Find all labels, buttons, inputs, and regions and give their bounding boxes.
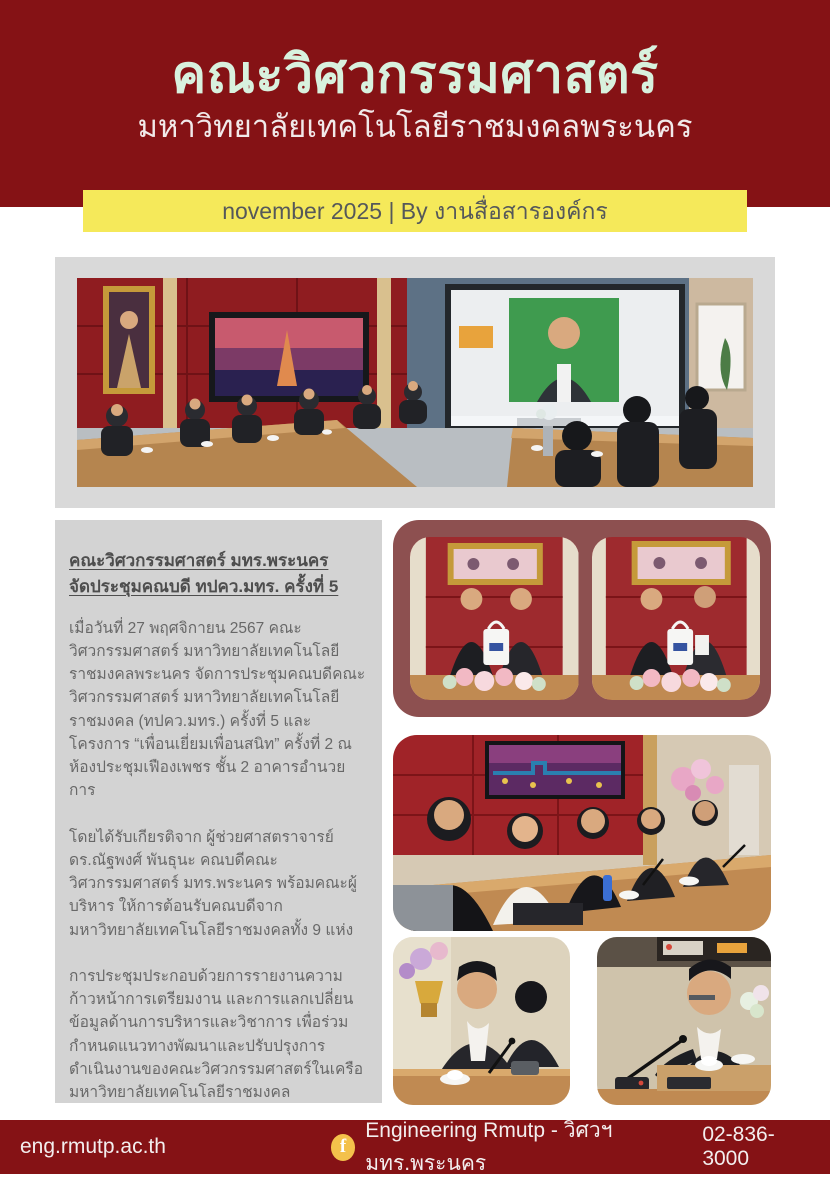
gift-photo-2: [592, 537, 761, 700]
article-paragraph-2: โดยได้รับเกียรติจาก ผู้ช่วยศาสตราจารย์ ดร.ณัฐพงศ์ พันธุนะ คณบดีคณะวิศวกรรมศาสตร์ มทร.พระนคร พร้อมคณะผู้บริหาร ให้การต้อนรับคณบดีจากมหาวิทยาลัยเทคโนโลยีราชมงคลทั้ง 9 แห่ง: [69, 828, 357, 939]
footer-phone: 02-836-3000: [702, 1123, 775, 1170]
gift-photo-2-illustration: [592, 537, 761, 700]
wide-photo-illustration: [393, 735, 771, 931]
wide-photo: [393, 735, 771, 931]
speaker-left-illustration: [393, 937, 570, 1105]
article-paragraph-1: เมื่อวันที่ 27 พฤศจิกายน 2567 คณะวิศวกรรมศาสตร์ มหาวิทยาลัยเทคโนโลยีราชมงคลพระนคร จัดการประชุมคณบดีคณะวิศวกรรมศาสตร์ มหาวิทยาลัยเทคโนโลยีราชมงคล (ทปคว.มทร.) ครั้งที่ 5 และโครงการ “เพื่อนเยี่ยมเพื่อนสนิท” ครั้งที่ 2 ณ ห้องประชุมเฟืองเพชร ชั้น 2 อาคารอำนวยการ: [69, 619, 366, 800]
footer-facebook: [331, 1114, 702, 1180]
page-subtitle: มหาวิทยาลัยเทคโนโลยีราชมงคลพระนคร: [137, 109, 693, 145]
gift-photos-frame: [393, 520, 771, 717]
header: [0, 0, 830, 207]
speaker-photo-left: [393, 937, 570, 1105]
article-heading: [69, 548, 366, 601]
issue-banner: november 2025 | By งานสื่อสารองค์กร: [83, 190, 747, 232]
speaker-photo-right: [597, 937, 771, 1105]
main-photo-card: [55, 257, 775, 508]
speaker-right-illustration: [597, 937, 771, 1105]
footer-website: eng.rmutp.ac.th: [20, 1135, 166, 1158]
page-title: คณะวิศวกรรมศาสตร์: [171, 46, 659, 104]
gift-photo-1: [410, 537, 579, 700]
facebook-label: Engineering Rmutp - วิศวฯ มทร.พระนคร: [365, 1119, 613, 1175]
facebook-icon: f: [331, 1134, 355, 1161]
article-heading-line2: จัดประชุมคณบดี ทปคว.มทร. ครั้งที่ 5: [69, 577, 339, 597]
footer: [0, 1120, 830, 1174]
article-paragraph-3: การประชุมประกอบด้วยการรายงานความก้าวหน้าการเตรียมงาน และการแลกเปลี่ยนข้อมูลด้านการบริหารและวิชาการ เพื่อร่วมกำหนดแนวทางพัฒนาและปรับปรุงการดำเนินงานของคณะวิศวกรรมศาสตร์ในเครือมหาวิทยาลัยเทคโนโลยีราชมงคล: [69, 967, 364, 1102]
article-heading-line1: คณะวิศวกรรมศาสตร์ มทร.พระนคร: [69, 551, 329, 570]
gift-photo-1-illustration: [410, 537, 579, 700]
article-card: [55, 520, 382, 1103]
meeting-room-photo: [77, 278, 753, 487]
